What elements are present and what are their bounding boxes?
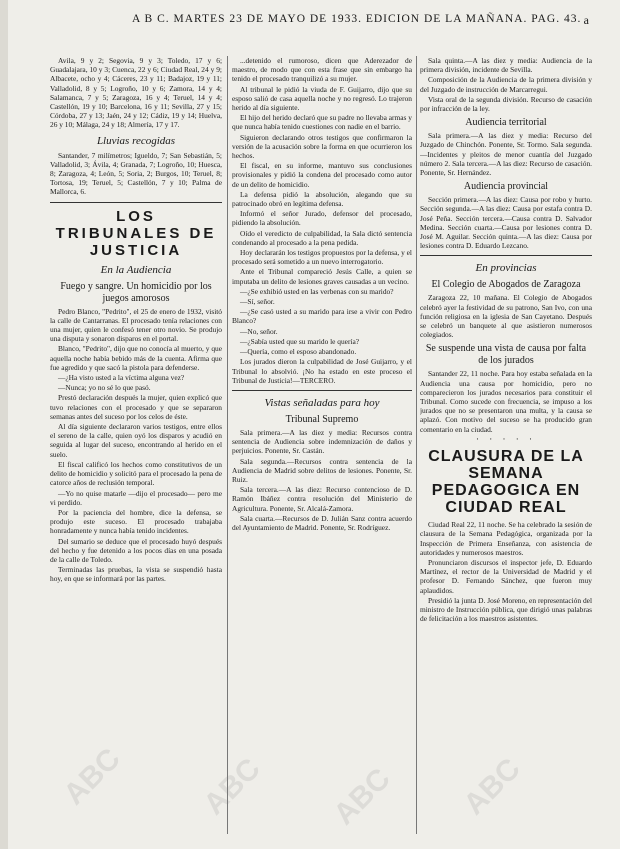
audiencia-heading: En la Audiencia xyxy=(100,263,172,276)
article-paragraph: Sala segunda.—Recursos contra sentencia de la Audiencia de Madrid sobre delitos de lesiones. Ponente, Sr. Ruiz. xyxy=(232,456,412,484)
column-middle xyxy=(232,56,412,834)
closure-headline: CLAUSURA DE LA SEMANA PEDAGOGICA EN CIUDAD REAL xyxy=(428,448,584,517)
article-paragraph: Terminadas las pruebas, la vista se suspendió hasta hoy, en que se informará por las partes. xyxy=(50,565,222,584)
suspension-paragraph: Santander 22, 11 noche. Para hoy estaba señalada en la Audiencia una causa por homicidio, pero no comparecieron los jurados necesarios para constituir el Tribunal. Como sucede con frecuencia, se impuso a los jurados que no se presentaron una multa, y la causa se aplazó. Con motivo del suceso se ha producido gran comentario en la ciudad. xyxy=(420,369,592,434)
article-paragraph: Ciudad Real 22, 11 noche. Se ha celebrado la sesión de clausura de la Semana Pedagógica, organizada por la Inspección de Primera Enseñanza, con asistencia de autoridades y numerosos maestros. xyxy=(420,520,592,557)
dialog-line: —No, señor. xyxy=(240,326,278,336)
article-paragraph: El hijo del herido declaró que su padre no llevaba armas y que nunca había tenido cuestiones con nadie en el barrio. xyxy=(232,113,412,132)
territorial-paragraph: Sala primera.—A las diez y media: Recurso del Juzgado de Chinchón. Ponente, Sr. Tormo. Sala segunda.—Incidentes y pleitos de menor cuantía del Juzgado número 2. Sala tercera.—A las diez: Recurso de casación. Ponente, Sr. Hernández. xyxy=(420,131,592,178)
dialog-line: —¿Sabía usted que su marido le quería? xyxy=(240,336,360,346)
provincias-heading: En provincias xyxy=(475,262,537,275)
divider xyxy=(420,255,592,256)
article-paragraph: Presidió la junta D. José Moreno, en representación del ministro de Instrucción pública, que dirigió unas palabras de felicitación a los maestros asistentes. xyxy=(420,595,592,624)
watermark: ABC xyxy=(197,751,267,822)
article-paragraph: Hoy declararán los testigos propuestos por la defensa, y el procesado será sometido a un nuevo interrogatorio. xyxy=(232,248,412,267)
colegio-heading: El Colegio de Abogados de Zaragoza xyxy=(431,279,581,291)
column-left xyxy=(50,56,222,834)
article-paragraph: El fiscal, en su informe, mantuvo sus conclusiones provisionales y pidió la condena del procesado como autor de un delito de homicidio. xyxy=(232,161,412,189)
lluvias-heading: Lluvias recogidas xyxy=(96,134,176,147)
article-paragraph: Siguieron declarando otros testigos que confirmaron la versión de la acusación sobre la forma en que ocurrieron los hechos. xyxy=(232,132,412,161)
article-paragraph: La defensa pidió la absolución, alegando que su patrocinado obró en legítima defensa. xyxy=(232,189,412,209)
provincial-heading: Audiencia provincial xyxy=(463,181,549,193)
territorial-heading: Audiencia territorial xyxy=(465,117,547,129)
article-paragraph: Sala tercera.—A las diez: Recurso contencioso de D. Ramón Ibáñez contra resolución del Ministerio de Agricultura. Ponente, Sr. Alcalá-Zamora. xyxy=(232,485,412,513)
colegio-paragraph: Zaragoza 22, 10 mañana. El Colegio de Abogados celebró ayer la festividad de su patrono, San Ivo, con una función religiosa en la iglesia de San Cayetano. Después se celebró un banquete al que asistieron numerosos colegiados. xyxy=(420,293,592,340)
watermark: ABC xyxy=(327,761,397,832)
column-divider xyxy=(227,56,228,834)
article-paragraph: Al tribunal le pidió la viuda de F. Guijarro, dijo que su esposo salió de casa aquella noche y no regresó. Lo trajeron herido al día siguiente. xyxy=(232,84,412,113)
page-edge xyxy=(0,0,8,849)
column-right xyxy=(420,56,592,834)
watermark: ABC xyxy=(57,741,127,812)
lluvias-paragraph: Santander, 7 milímetros; Igueldo, 7; San Sebastián, 5; Valladolid, 3; Ávila, 4; Granada, 7; Logroño, 10; Huesca, 8; Zaragoza, 4; León, 5; Soria, 2; Burgos, 10; Teruel, 8; Tortosa, 19; Teruel, 5; Castellón, 7 y 10; Palma de Mallorca, 6. xyxy=(50,150,222,197)
article-paragraph: Pronunciaron discursos el inspector jefe, D. Eduardo Martínez, el rector de la Universidad de Madrid y el profesor D. Fernando Sánchez, que fueron muy aplaudidos. xyxy=(420,557,592,595)
article-paragraph: Blanco, "Pedrito", dijo que no conocía al muerto, y que aquella noche había bebido más de la cuenta. Afirma que fue agredido y que sacó la pistola para defenderse. xyxy=(50,344,222,372)
article-paragraph: Sala cuarta.—Recursos de D. Julián Sanz contra acuerdo del Ayuntamiento de Madrid. Ponente, Sr. Rodríguez. xyxy=(232,513,412,532)
article-paragraph: Pedro Blanco, "Pedrito", el 25 de enero de 1932, visitó la calle de Cantarranas. El procesado tenía relaciones con una mujer, quien le confesó tener otro novio. Se produjo una disputa y sonaron disparos en el portal. xyxy=(50,306,222,344)
article-paragraph: Sala quinta.—A las diez y media: Audiencia de la primera división, incidente de Sevilla. xyxy=(420,56,592,75)
suspension-heading: Se suspende una vista de causa por falta de los jurados xyxy=(425,343,587,367)
header-folio: a xyxy=(583,13,590,27)
case-heading: Fuego y sangre. Un homicidio por los juegos amorosos xyxy=(60,280,212,304)
divider xyxy=(232,390,412,391)
article-paragraph: Oído el veredicto de culpabilidad, la Sala dictó sentencia condenando al procesado a la pena pedida. xyxy=(232,228,412,247)
section-title: LOS TRIBUNALES DE JUSTICIA xyxy=(55,207,217,259)
provincial-paragraph: Sección primera.—A las diez: Causa por robo y hurto. Sección segunda.—A las diez: Causa por estafa contra D. José Peña. Sección tercera.—Causa contra D. Salvador Medina. Sección cuarta.—Causa por lesiones contra D. José M. Aguilar. Sección quinta.—A las diez: Causa por lesiones contra D. Eduardo Lezcano. xyxy=(420,195,592,251)
article-paragraph: Sala primera.—A las diez y media: Recursos contra sentencia de Audiencia sobre indemnización de daños y perjuicios. Ponente, Sr. Castán. xyxy=(232,427,412,456)
article-paragraph: —¿Ha visto usted a la víctima alguna vez? xyxy=(58,373,185,383)
article-paragraph: —Nunca; yo no sé lo que pasó. xyxy=(58,383,151,393)
vistas-heading: Vistas señaladas para hoy xyxy=(264,396,380,409)
article-paragraph: ...detenido el rumoroso, dicen que Aderezador de maestro, de modo que con esta frase que sin embargo ha tenido el procesado tranquilizó a su mujer. xyxy=(232,56,412,84)
watermark: ABC xyxy=(457,751,527,822)
dialog-line: —¿Se exhibió usted en las verbenas con su marido? xyxy=(240,286,394,296)
dialog-line: —¿Se casó usted a su marido para irse a vivir con Pedro Blanco? xyxy=(232,307,412,326)
article-paragraph: Prestó declaración después la mujer, quien explicó que tuvo relaciones con el procesado y que se separaron semanas antes del suceso por los celos de éste. xyxy=(50,393,222,421)
article-paragraph: Por la paciencia del hombre, dice la defensa, se produjo este suceso. El procesado trabajaba honradamente y nunca había tenido incidentes. xyxy=(50,507,222,536)
article-paragraph: —Yo no quise matarle —dijo el procesado— pero me vi perdido. xyxy=(50,488,222,507)
article-paragraph: Ante el Tribunal compareció Jesús Calle, a quien se imputaba un delito de lesiones graves causadas a un vecino. xyxy=(232,267,412,286)
dialog-line: —Quería, como el esposo abandonado. xyxy=(240,347,357,357)
ornament-divider: · · · · · xyxy=(476,433,536,444)
column-divider xyxy=(416,56,417,834)
supremo-heading: Tribunal Supremo xyxy=(285,413,359,425)
header-title: A B C. MARTES 23 DE MAYO DE 1933. EDICION DE LA MAÑANA. PAG. 43. xyxy=(132,13,582,25)
article-paragraph: Composición de la Audiencia de la primera división y del Juzgado de instrucción de Marcarregui. xyxy=(420,75,592,94)
dialog-line: —Sí, señor. xyxy=(240,297,275,307)
article-paragraph: Vista oral de la segunda división. Recurso de casación por infracción de la ley. xyxy=(420,94,592,114)
page-header xyxy=(40,10,590,28)
article-paragraph: Al día siguiente declararon varios testigos, entre ellos el sereno de la calle, quien oyó los disparos y acudió en seguida al lugar del suceso, encontrando al herido en el suelo. xyxy=(50,422,222,459)
article-paragraph: Del sumario se deduce que el procesado huyó después del hecho y fue detenido a los pocos días en una posada de la calle de Toledo. xyxy=(50,536,222,564)
temperatures-paragraph: Avila, 9 y 2; Segovia, 9 y 3; Toledo, 17 y 6; Guadalajara, 10 y 3; Cuenca, 22 y 6; Ciudad Real, 24 y 9; Albacete, ocho y 4; Cáceres, 23 y 11; Badajoz, 19 y 11; Valladolid, 8 y 5; Logroño, 10 y 6; Zamora, 14 y 4; Salamanca, 7 y 5; Zaragoza, 16 y 4; Teruel, 14 y 4; Castellón, 19 y 10; Barcelona, 16 y 11; Sevilla, 27 y 15; Córdoba, 27 y 13; Jaén, 24 y 12; Cádiz, 19 y 14; Huelva, 26 y 10; Málaga, 24 y 18; Almería, 17 y 17. xyxy=(50,56,222,130)
article-paragraph: Informó el señor Jurado, defensor del procesado, pidiendo la absolución. xyxy=(232,209,412,228)
divider xyxy=(50,202,222,203)
article-paragraph: El fiscal calificó los hechos como constitutivos de un delito de homicidio y solicitó para el procesado la pena de catorce años de reclusión temporal. xyxy=(50,459,222,488)
closing-paragraph: Los jurados dieron la culpabilidad de José Guijarro, y el Tribunal lo absolvió. ¡No ha estado en este proceso el Tribunal de Justicia!—TERCERO. xyxy=(232,357,412,385)
